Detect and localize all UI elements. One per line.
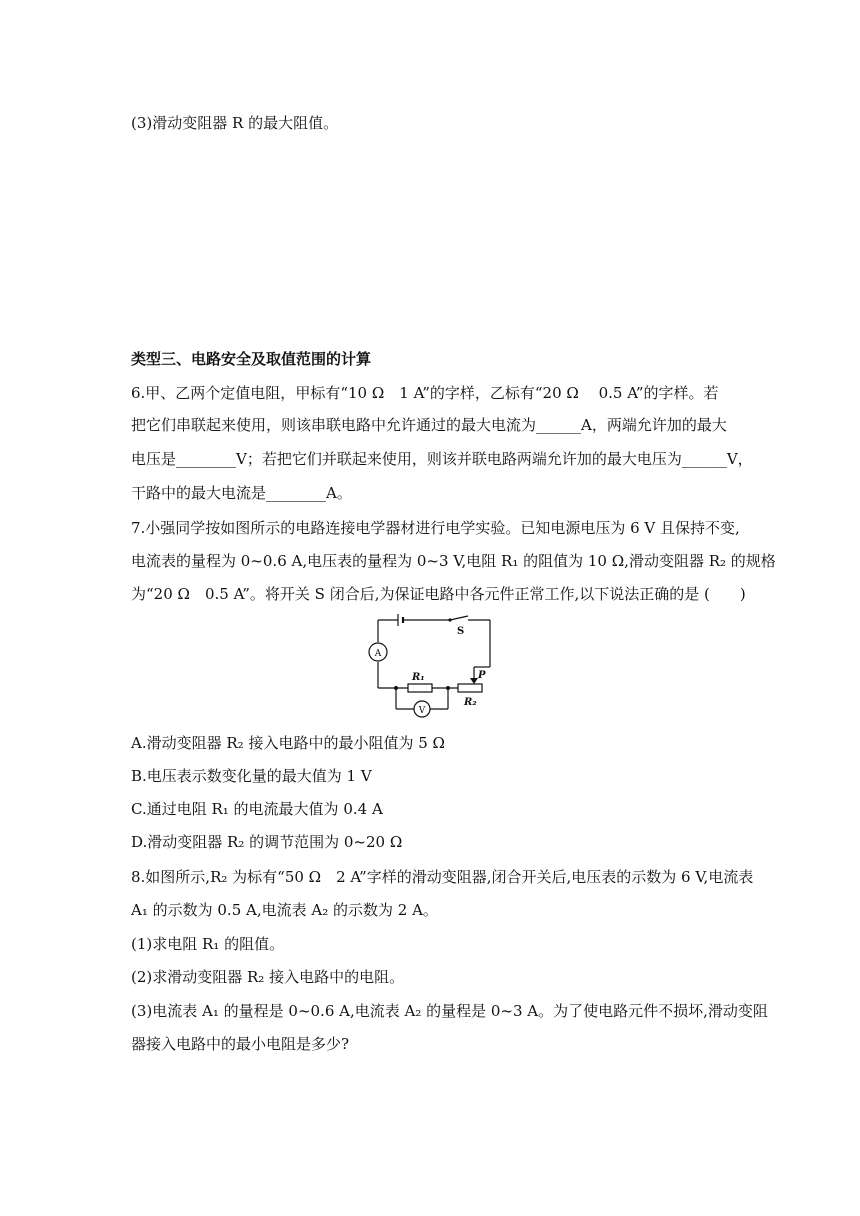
section-heading: 类型三、电路安全及取值范围的计算 xyxy=(131,350,372,368)
q8-part2: (2)求滑动变阻器 R₂ 接入电路中的电阻。 xyxy=(131,968,405,986)
q7-option-a: A.滑动变阻器 R₂ 接入电路中的最小阻值为 5 Ω xyxy=(131,734,445,752)
q6-line1: 6.甲、乙两个定值电阻，甲标有“10 Ω 1 A”的字样，乙标有“20 Ω 0.5 A”的字样。若 xyxy=(131,384,719,402)
r1-label: R₁ xyxy=(412,672,425,683)
q7-line1: 7.小强同学按如图所示的电路连接电学器材进行电学实验。已知电源电压为 6 V 且保持不变, xyxy=(131,519,740,537)
r1-resistor xyxy=(408,684,432,692)
slider-arrow xyxy=(470,678,478,684)
junction-dot xyxy=(394,686,398,690)
q7-line3: 为“20 Ω 0.5 A”。将开关 S 闭合后,为保证电路中各元件正常工作,以下说法正确的是 ( ) xyxy=(131,585,746,603)
r2-label: R₂ xyxy=(464,697,477,708)
q8-part3-line1: (3)电流表 A₁ 的量程是 0~0.6 A,电流表 A₂ 的量程是 0~3 A。为了使电路元件不损坏,滑动变阻 xyxy=(131,1002,768,1020)
q8-line1: 8.如图所示,R₂ 为标有“50 Ω 2 A”字样的滑动变阻器,闭合开关后,电压表的示数为 6 V,电流表 xyxy=(131,868,754,886)
q6-line2: 把它们串联起来使用，则该串联电路中允许通过的最大电流为______A，两端允许加的最大 xyxy=(131,416,727,434)
circuit-diagram xyxy=(368,612,498,724)
voltmeter-label: V xyxy=(418,706,426,716)
q8-part3-line2: 器接入电路中的最小电阻是多少? xyxy=(131,1035,350,1053)
q7-line2: 电流表的量程为 0~0.6 A,电压表的量程为 0~3 V,电阻 R₁ 的阻值为 10 Ω,滑动变阻器 R₂ 的规格 xyxy=(131,552,776,570)
switch-blade xyxy=(450,616,468,620)
q8-part1: (1)求电阻 R₁ 的阻值。 xyxy=(131,935,285,953)
q6-line4: 干路中的最大电流是________A。 xyxy=(131,484,352,502)
q7-option-d: D.滑动变阻器 R₂ 的调节范围为 0~20 Ω xyxy=(131,833,403,851)
ammeter-label: A xyxy=(374,649,382,659)
q5-part3: (3)滑动变阻器 R 的最大阻值。 xyxy=(131,114,339,132)
junction-dot xyxy=(446,686,450,690)
switch-label: S xyxy=(457,626,465,637)
q6-line3: 电压是________V；若把它们并联起来使用，则该并联电路两端允许加的最大电压为______V， xyxy=(131,450,753,468)
q8-line2: A₁ 的示数为 0.5 A,电流表 A₂ 的示数为 2 A。 xyxy=(131,901,438,919)
r2-resistor xyxy=(458,684,482,692)
slider-label: P xyxy=(478,670,486,681)
q7-option-c: C.通过电阻 R₁ 的电流最大值为 0.4 A xyxy=(131,800,383,818)
q7-option-b: B.电压表示数变化量的最大值为 1 V xyxy=(131,767,372,785)
